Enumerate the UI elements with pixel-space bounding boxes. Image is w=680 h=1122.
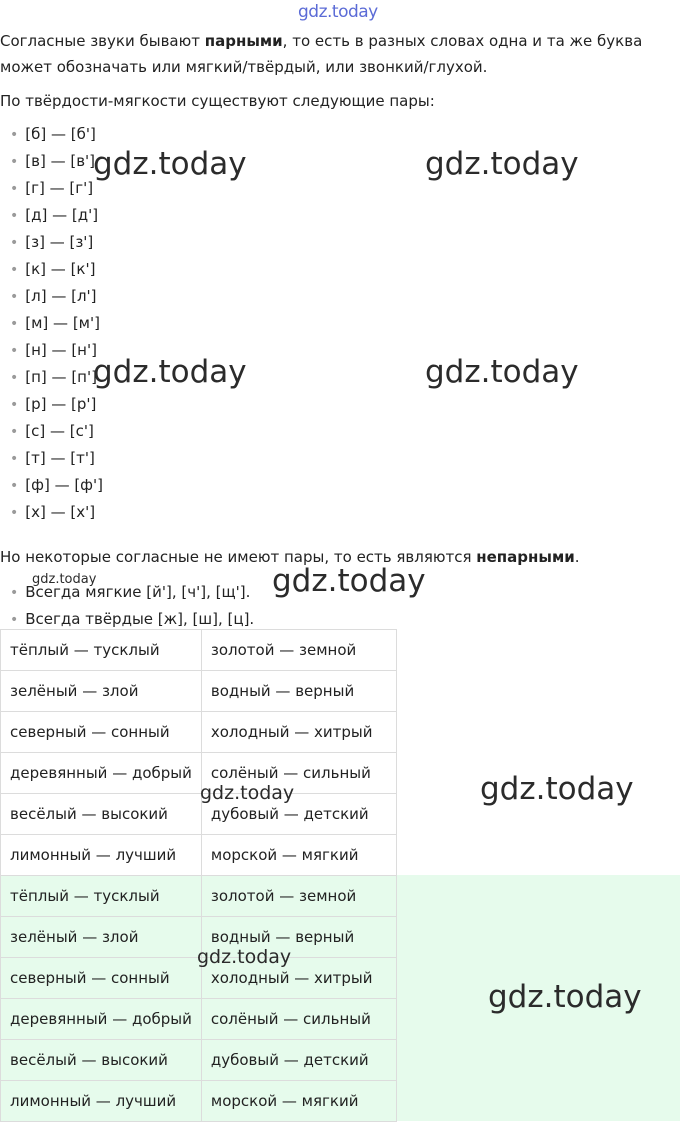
- table-row: [1, 712, 397, 753]
- watermark: gdz.today: [480, 771, 634, 807]
- bullet-icon: •: [10, 235, 19, 251]
- table-cell: дубовый — детский: [201, 1040, 396, 1081]
- unpaired-item-text: Всегда твёрдые [ж], [ш], [ц].: [25, 610, 255, 628]
- bullet-icon: •: [10, 397, 19, 413]
- table-cell: деревянный — добрый: [1, 999, 202, 1040]
- table-cell: дубовый — детский: [201, 794, 396, 835]
- table-cell: зелёный — злой: [1, 671, 202, 712]
- bullet-icon: •: [10, 451, 19, 467]
- watermark: gdz.today: [32, 572, 97, 587]
- unpaired-bold: непарными: [476, 548, 575, 566]
- intro-paragraph: [0, 28, 670, 80]
- list-item: [10, 499, 103, 526]
- watermark: gdz.today: [425, 354, 579, 390]
- bullet-icon: •: [10, 181, 19, 197]
- table-cell: северный — сонный: [1, 958, 202, 999]
- bullet-icon: •: [10, 612, 19, 628]
- table-row: [1, 1040, 397, 1081]
- pair-text: [х] — [х']: [25, 503, 96, 521]
- intro-text-2: , то есть в разных словах одна и та же буква может обозначать или мягкий/твёрдый, или звонкий/глухой.: [0, 32, 643, 76]
- watermark: gdz.today: [272, 563, 426, 599]
- table-cell: холодный — хитрый: [201, 712, 396, 753]
- bullet-icon: •: [10, 154, 19, 170]
- table-cell: морской — мягкий: [201, 835, 396, 876]
- table-cell: солёный — сильный: [201, 753, 396, 794]
- watermark: gdz.today: [200, 782, 295, 804]
- table-row: [1, 999, 397, 1040]
- pair-text: [м] — [м']: [25, 314, 100, 332]
- bullet-icon: •: [10, 343, 19, 359]
- watermark: gdz.today: [425, 146, 579, 182]
- pair-text: [т] — [т']: [25, 449, 95, 467]
- list-item: [10, 472, 103, 499]
- word-pairs-table-highlighted: [0, 875, 397, 1122]
- list-item: [10, 256, 103, 283]
- list-item: [10, 121, 103, 148]
- pair-text: [з] — [з']: [25, 233, 94, 251]
- table-cell: лимонный — лучший: [1, 1081, 202, 1122]
- table-cell: золотой — земной: [201, 630, 396, 671]
- bullet-icon: •: [10, 208, 19, 224]
- unpaired-text-1: Но некоторые согласные не имеют пары, то есть являются: [0, 548, 477, 566]
- table-cell: северный — сонный: [1, 712, 202, 753]
- pair-text: [ф] — [ф']: [25, 476, 103, 494]
- bullet-icon: •: [10, 262, 19, 278]
- watermark: gdz.today: [488, 979, 642, 1015]
- table-cell: тёплый — тусклый: [1, 630, 202, 671]
- pair-text: [в] — [в']: [25, 152, 96, 170]
- list-item: [10, 391, 103, 418]
- list-item: [10, 175, 103, 202]
- table-row: [1, 753, 397, 794]
- list-item: [10, 310, 103, 337]
- bullet-icon: •: [10, 316, 19, 332]
- intro-text-1: Согласные звуки бывают: [0, 32, 205, 50]
- table-cell: деревянный — добрый: [1, 753, 202, 794]
- table-cell: весёлый — высокий: [1, 1040, 202, 1081]
- watermark: gdz.today: [93, 146, 247, 182]
- bullet-icon: •: [10, 478, 19, 494]
- table-cell: морской — мягкий: [201, 1081, 396, 1122]
- pair-text: [г] — [г']: [25, 179, 94, 197]
- list-item: [10, 283, 103, 310]
- table-cell: весёлый — высокий: [1, 794, 202, 835]
- intro-bold: парными: [204, 32, 283, 50]
- unpaired-item-text: Всегда мягкие [й'], [ч'], [щ'].: [25, 583, 251, 601]
- table-row: [1, 630, 397, 671]
- unpaired-text-2: .: [574, 548, 580, 566]
- word-pairs-table: [0, 629, 397, 876]
- pair-text: [р] — [р']: [25, 395, 97, 413]
- pair-text: [к] — [к']: [25, 260, 96, 278]
- table-cell: зелёный — злой: [1, 917, 202, 958]
- bullet-icon: •: [10, 370, 19, 386]
- table-cell: водный — верный: [201, 917, 396, 958]
- table-cell: золотой — земной: [201, 876, 396, 917]
- list-item: [10, 364, 103, 391]
- list-item: [10, 229, 103, 256]
- list-item: [10, 202, 103, 229]
- bullet-icon: •: [10, 424, 19, 440]
- table-cell: водный — верный: [201, 671, 396, 712]
- pairs-list: [10, 121, 103, 526]
- bullet-icon: •: [10, 505, 19, 521]
- unpaired-list: [10, 579, 254, 633]
- watermark: gdz.today: [93, 354, 247, 390]
- table-cell: лимонный — лучший: [1, 835, 202, 876]
- pairs-intro: По твёрдости-мягкости существуют следующие пары:: [0, 92, 435, 110]
- pair-text: [л] — [л']: [25, 287, 97, 305]
- pair-text: [б] — [б']: [25, 125, 96, 143]
- list-item: [10, 337, 103, 364]
- bullet-icon: •: [10, 289, 19, 305]
- list-item: [10, 148, 103, 175]
- watermark: gdz.today: [197, 946, 292, 968]
- bullet-icon: •: [10, 585, 19, 601]
- table-row: [1, 876, 397, 917]
- list-item: [10, 445, 103, 472]
- table-cell: тёплый — тусклый: [1, 876, 202, 917]
- table-row: [1, 1081, 397, 1122]
- pair-text: [п] — [п']: [25, 368, 97, 386]
- table-row: [1, 835, 397, 876]
- pair-text: [с] — [с']: [25, 422, 94, 440]
- bullet-icon: •: [10, 127, 19, 143]
- table-cell: солёный — сильный: [201, 999, 396, 1040]
- table-row: [1, 794, 397, 835]
- watermark-top: gdz.today: [298, 2, 378, 22]
- list-item: [10, 418, 103, 445]
- pair-text: [д] — [д']: [25, 206, 99, 224]
- table-row: [1, 671, 397, 712]
- table-cell: холодный — хитрый: [201, 958, 396, 999]
- pair-text: [н] — [н']: [25, 341, 97, 359]
